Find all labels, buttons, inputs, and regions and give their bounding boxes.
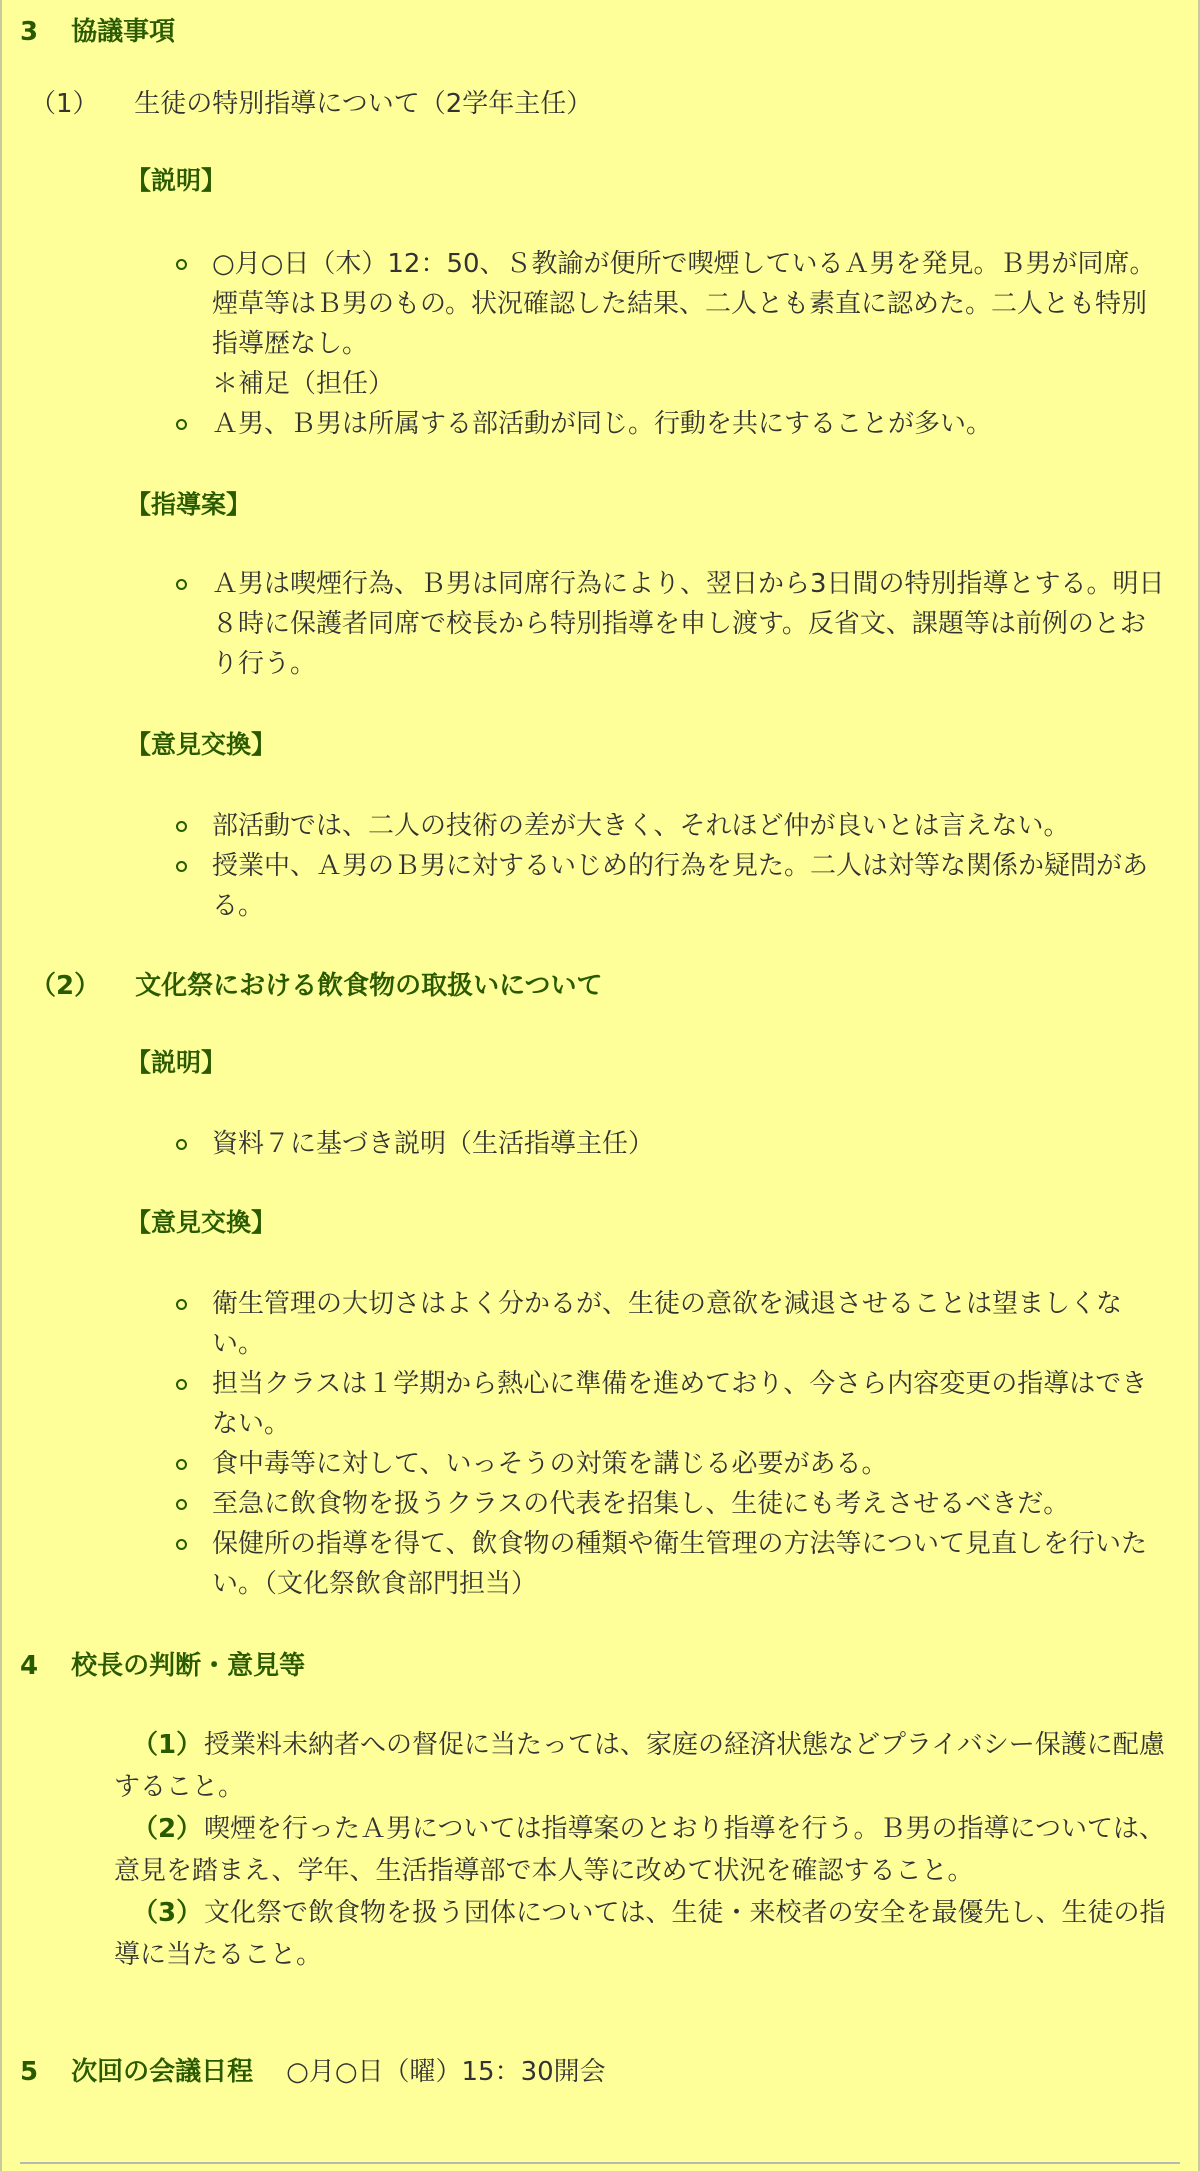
section-title: 校長の判断・意見等 [71,1651,306,1681]
item-number: （1） [30,89,99,119]
bullet-icon [176,861,187,872]
section-4-heading [20,1648,305,1684]
list-item-text: ○月○日（木）12：50、Ｓ教諭が便所で喫煙しているＡ男を発見。Ｂ男が同席。煙草等はＢ男のもの。状況確認した結果、二人とも素直に認めた。二人とも特別指導歴なし。 [212,249,1156,359]
explanation-list [2,244,1198,444]
block-label-guidance-plan: 【指導案】 [126,490,252,519]
block-label-explanation-2: 【説明】 [126,1048,227,1077]
bullet-icon [176,1379,187,1390]
list-item [2,564,1198,684]
list-item [2,846,1198,926]
bullet-icon [176,1459,187,1470]
section-title: 次回の会議日程 [71,2057,254,2087]
item-1-heading [30,86,592,122]
list-item-text: 食中毒等に対して、いっそうの対策を講じる必要がある。 [212,1449,888,1479]
list-item-text: 衛生管理の大切さはよく分かるが、生徒の意欲を減退させることは望ましくない。 [212,1289,1123,1359]
principal-remarks [114,1724,1174,1976]
list-item [2,1124,1198,1164]
bullet-icon [176,259,187,270]
list-item-text: 担当クラスは１学期から熱心に準備を進めており、今さら内容変更の指導はできない。 [212,1369,1148,1439]
list-item [2,404,1198,444]
guidance-plan-list [2,564,1198,684]
list-item [2,806,1198,846]
section-number: 4 [20,1651,39,1681]
remark-item [114,1808,1174,1892]
bullet-icon [176,419,187,430]
bullet-icon [176,1539,187,1550]
bullet-icon [176,1139,187,1150]
remark-number: （1） [132,1730,203,1760]
item-number: （2） [30,971,101,1001]
item-title: 生徒の特別指導について（2学年主任） [134,89,593,119]
bullet-icon [176,821,187,832]
section-number: 3 [20,17,39,47]
list-item [2,244,1198,404]
remark-number: （2） [132,1814,203,1844]
remark-item [114,1724,1174,1808]
opinions-list [2,806,1198,926]
remark-text: 喫煙を行ったＡ男については指導案のとおり指導を行う。Ｂ男の指導については、意見を踏まえ、学年、生活指導部で本人等に改めて状況を確認すること。 [114,1814,1165,1886]
remark-text: 文化祭で飲食物を扱う団体については、生徒・来校者の安全を最優先し、生徒の指導に当たること。 [114,1898,1166,1970]
list-item-text: 保健所の指導を得て、飲食物の種類や衛生管理の方法等について見直しを行いたい。（文化祭飲食部門担当） [212,1529,1147,1599]
block-label-opinions: 【意見交換】 [126,730,277,759]
section-3-heading [20,14,175,50]
next-meeting-schedule: ○月○日（曜）15：30開会 [286,2057,606,2087]
explanation-list-2 [2,1124,1198,1164]
block-label-opinions-2: 【意見交換】 [126,1208,277,1237]
remark-item [114,1892,1174,1976]
section-number: 5 [20,2057,39,2087]
list-item [2,1484,1198,1524]
item-title: 文化祭における飲食物の取扱いについて [135,971,603,1001]
list-item [2,1364,1198,1444]
opinions-list-2 [2,1284,1198,1604]
list-item [2,1284,1198,1364]
block-label-explanation: 【説明】 [126,166,227,195]
list-item-text: 部活動では、二人の技術の差が大きく、それほど仲が良いとは言えない。 [212,811,1070,841]
item-2-heading [30,968,603,1004]
list-item [2,1444,1198,1484]
list-item-text: 授業中、Ａ男のＢ男に対するいじめ的行為を見た。二人は対等な関係か疑問がある。 [212,851,1149,921]
list-item-text: 至急に飲食物を扱うクラスの代表を招集し、生徒にも考えさせるべきだ。 [212,1489,1070,1519]
remark-number: （3） [132,1898,203,1928]
bullet-icon [176,1499,187,1510]
bullet-icon [176,579,187,590]
list-item-text: 資料７に基づき説明（生活指導主任） [212,1129,655,1159]
section-5-heading [20,2054,606,2090]
section-title: 協議事項 [71,17,176,47]
list-item-text: Ａ男は喫煙行為、Ｂ男は同席行為により、翌日から3日間の特別指導とする。明日８時に保護者同席で校長から特別指導を申し渡す。反省文、課題等は前例のとおり行う。 [212,569,1165,679]
remark-text: 授業料未納者への督促に当たっては、家庭の経済状態などプライバシー保護に配慮すること。 [114,1730,1165,1802]
bottom-divider [20,2162,1180,2164]
bullet-icon [176,1299,187,1310]
supplement-note: ＊補足（担任） [212,369,395,399]
list-item [2,1524,1198,1604]
list-item-text: Ａ男、Ｂ男は所属する部活動が同じ。行動を共にすることが多い。 [212,409,993,439]
